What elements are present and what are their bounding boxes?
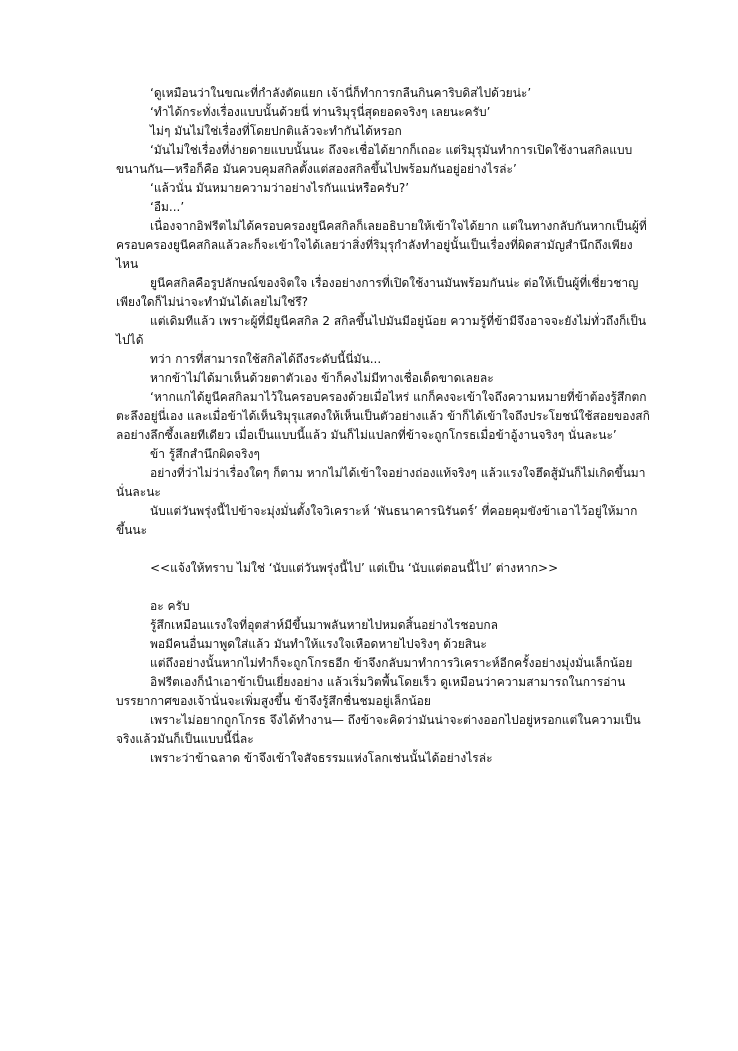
- paragraph: ‘ทำได้กระทั่งเรื่องแบบนั้นด้วยนี่ ท่านริมุรุนี่สุดยอดจริงๆ เลยนะครับ’: [150, 105, 491, 119]
- paragraph: เพราะไม่อยากถูกโกรธ จึงได้ทำงาน— ถึงข้าจะคิดว่ามันน่าจะต่างออกไปอยู่หรอกแต่ในความเป็นจริงแล้วมันก็เป็นแบบนี้นี่ละ: [116, 713, 641, 746]
- paragraph: ‘มันไม่ใช่เรื่องที่ง่ายดายแบบนั้นนะ ถึงจะเชื่อได้ยากก็เถอะ แต่ริมุรุมันทำการเปิดใช้งานสกิลแบบขนานกัน—หรือก็คือ มันควบคุมสกิลตั้งแต่สองสกิลขึ้นไปพร้อมกันอยู่อย่างไรล่ะ’: [116, 143, 633, 176]
- paragraph: นับแต่วันพรุ่งนี้ไปข้าจะมุ่งมั่นตั้งใจวิเคราะห์ ‘พันธนาคารนิรันดร์’ ที่คอยคุมขังข้าเอาไว้อยู่ให้มากขึ้นนะ: [116, 504, 638, 537]
- paragraph: ‘อืม...’: [150, 200, 185, 214]
- paragraph: เพราะว่าข้าฉลาด ข้าจึงเข้าใจสัจธรรมแห่งโลกเช่นนั้นได้อย่างไรล่ะ: [150, 751, 493, 765]
- paragraph-spacer: [116, 540, 652, 559]
- paragraph: ยูนีคสกิลคือรูปลักษณ์ของจิตใจ เรื่องอย่างการที่เปิดใช้งานมันพร้อมกันน่ะ ต่อให้เป็นผู้ที่เชี่ยวชาญเพียงใดก็ไม่น่าจะทำมันได้เลยไม่ใช่รึ?: [116, 276, 639, 309]
- paragraph: เนื่องจากอิฟรีตไม่ได้ครอบครองยูนีคสกิลก็เลยอธิบายให้เข้าใจได้ยาก แต่ในทางกลับกันหากเป็นผู้ที่ครอบครองยูนีคสกิลแล้วละก็จะเข้าใจได้เลยว่าสิ่งที่ริมุรุกำลังทำอยู่นั้นเป็นเรื่องที่ผิดสามัญสำนึกถึงเพียงไหน: [116, 219, 647, 271]
- paragraph: อิฟรีตเองก็นำเอาข้าเป็นเยี่ยงอย่าง แล้วเริ่มวิตพื้นโดยเร็ว ดูเหมือนว่าความสามารถในการอ่านบรรยากาศของเจ้านั่นจะเพิ่มสูงขึ้น ข้าจึงรู้สึกชื่นชมอยู่เล็กน้อย: [116, 675, 626, 708]
- document-body: [116, 84, 652, 768]
- paragraph: รู้สึกเหมือนแรงใจที่อุตส่าห์มีขึ้นมาพลันหายไปหมดสิ้นอย่างไรชอบกล: [150, 618, 498, 632]
- paragraph: ‘ดูเหมือนว่าในขณะที่กำลังตัดแยก เจ้านี่ก็ทำการกลืนกินคาริบดิสไปด้วยน่ะ’: [150, 86, 532, 100]
- paragraph: อะ ครับ: [150, 599, 190, 613]
- paragraph: แต่เดิมทีแล้ว เพราะผู้ที่มียูนีคสกิล 2 สกิลขึ้นไปมันมีอยู่น้อย ความรู้ที่ข้ามีจึงอาจจะยังไม่ทั่วถึงก็เป็นไปได้: [116, 314, 647, 347]
- paragraph: หากข้าไม่ได้มาเห็นด้วยตาตัวเอง ข้าก็คงไม่มีทางเชื่อเด็ดขาดเลยละ: [150, 371, 494, 385]
- paragraph: ‘แล้วนั่น มันหมายความว่าอย่างไรกันแน่หรือครับ?’: [150, 181, 410, 195]
- paragraph: ทว่า การที่สามารถใช้สกิลได้ถึงระดับนี้นี่มัน...: [150, 352, 382, 366]
- paragraph: แต่ถึงอย่างนั้นหากไม่ทำก็จะถูกโกรธอีก ข้าจึงกลับมาทำการวิเคราะห์อีกครั้งอย่างมุ่งมั่นเล็กน้อย: [150, 656, 633, 670]
- system-notice: <<แจ้งให้ทราบ ไม่ใช่ ‘นับแต่วันพรุ่งนี้ไป’ แต่เป็น ‘นับแต่ตอนนี้ไป’ ต่างหาก>>: [150, 561, 559, 575]
- paragraph: ข้า รู้สึกสำนึกผิดจริงๆ: [150, 447, 260, 461]
- paragraph: ไม่ๆ มันไม่ใช่เรื่องที่โดยปกติแล้วจะทำกันได้หรอก: [150, 124, 402, 138]
- paragraph: ‘หากแกได้ยูนีคสกิลมาไว้ในครอบครองด้วยเมื่อไหร่ แกก็คงจะเข้าใจถึงความหมายที่ข้าต้องรู้สึกตกตะลึงอยู่นี่เอง และเมื่อข้าได้เห็นริมุรุแสดงให้เห็นเป็นตัวอย่างแล้ว ข้าก็ได้เข้าใจถึงประโยชน์ใช้สอยของสกิลอย่างลึกซึ้งเลยทีเดียว เมื่อเป็นแบบนี้แล้ว มันก็ไม่แปลกที่ข้าจะถูกโกรธเมื่อข้าอู้งานจริงๆ นั่นละนะ’: [116, 390, 650, 442]
- paragraph: พอมีคนอื่นมาพูดใส่แล้ว มันทำให้แรงใจเหือดหายไปจริงๆ ด้วยสินะ: [150, 637, 487, 651]
- paragraph: อย่างที่ว่าไม่ว่าเรื่องใดๆ ก็ตาม หากไม่ได้เข้าใจอย่างถ่องแท้จริงๆ แล้วแรงใจฮึดสู้มันก็ไม่เกิดขึ้นมานั่นละนะ: [116, 466, 646, 499]
- paragraph-spacer: [116, 578, 652, 597]
